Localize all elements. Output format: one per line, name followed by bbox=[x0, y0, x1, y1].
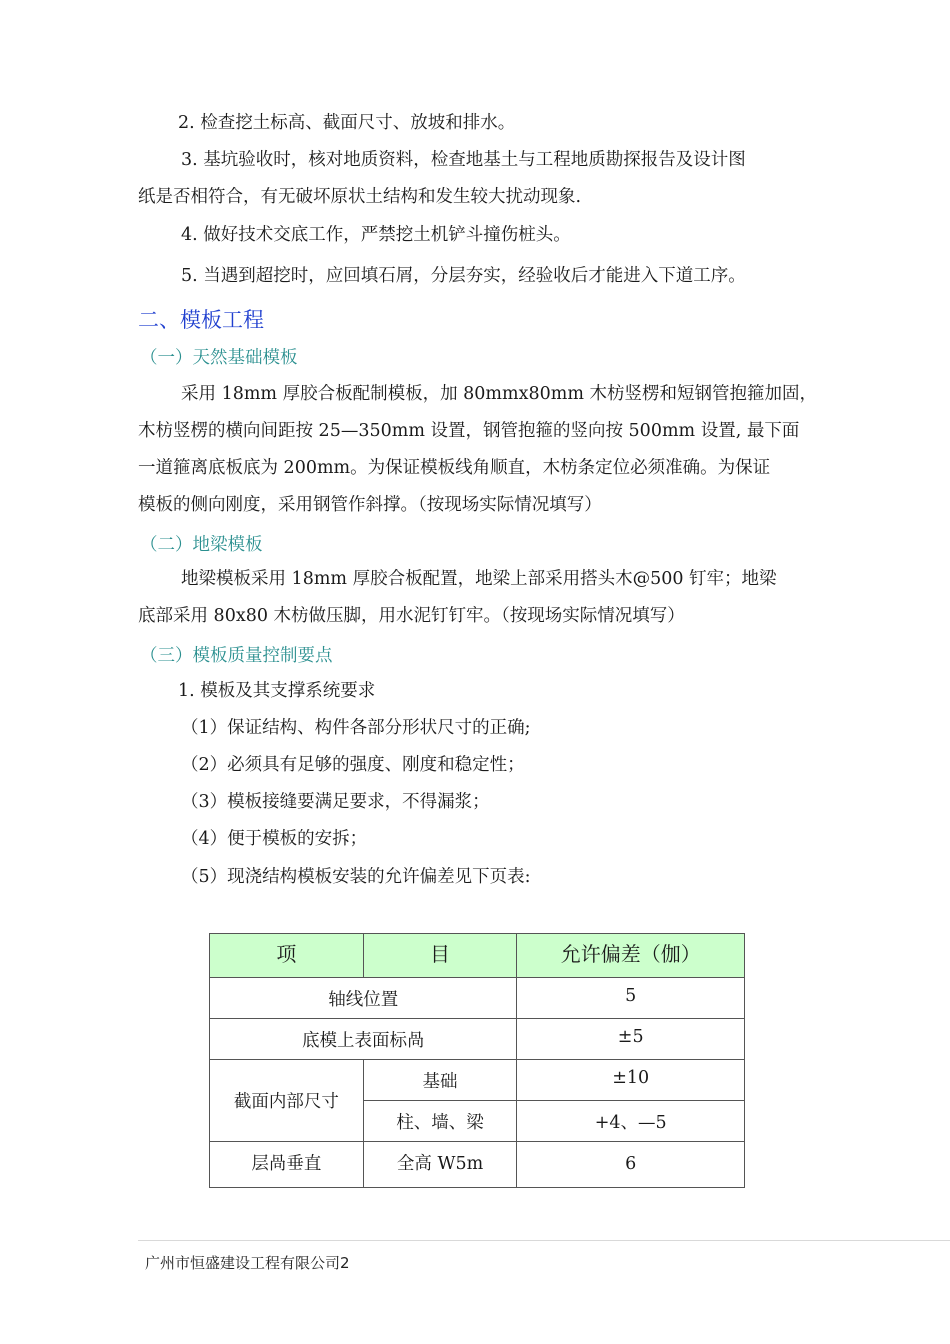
subsection-3-line: （2）必须具有足够的强度、刚度和稳定性； bbox=[181, 755, 525, 775]
table-cell: 底模上表面标咼 bbox=[210, 1019, 517, 1060]
table-header-cell: 允许偏差（伽） bbox=[517, 934, 745, 978]
table-header-cell: 目 bbox=[363, 934, 517, 978]
subsection-2-line: 底部采用 80x80 木枋做压脚，用水泥钉钉牢。（按现场实际情况填写） bbox=[138, 606, 685, 626]
tolerance-table bbox=[209, 933, 745, 1188]
table-cell: ±10 bbox=[517, 1060, 745, 1101]
subsection-2-line: 地梁模板采用 18mm 厚胶合板配置，地梁上部采用搭头木@500 钉牢；地梁 bbox=[181, 569, 777, 589]
table-cell: 截面内部尺寸 bbox=[210, 1060, 364, 1142]
page-footer: 广州市恒盛建设工程有限公司2 bbox=[145, 1254, 350, 1272]
table-row bbox=[210, 1142, 745, 1188]
table-cell: +4、—5 bbox=[517, 1101, 745, 1142]
table-cell: 基础 bbox=[363, 1060, 517, 1101]
table-cell: 6 bbox=[517, 1142, 745, 1188]
table-cell: 轴线位置 bbox=[210, 978, 517, 1019]
subsection-2-title: （二）地梁模板 bbox=[140, 535, 263, 555]
subsection-3-line: （1）保证结构、构件各部分形状尺寸的正确; bbox=[181, 718, 531, 738]
table-cell: 柱、墙、梁 bbox=[363, 1101, 517, 1142]
item-5: 5. 当遇到超挖时，应回填石屑，分层夯实，经验收后才能进入下道工序。 bbox=[181, 266, 746, 286]
item-3-line2: 纸是否相符合，有无破坏原状土结构和发生较大扰动现象. bbox=[138, 187, 582, 207]
table-cell: ±5 bbox=[517, 1019, 745, 1060]
subsection-3-line: （3）模板接缝要满足要求，不得漏浆； bbox=[181, 792, 490, 812]
table-header-row bbox=[210, 934, 745, 978]
subsection-1-line: 采用 18mm 厚胶合板配制模板，加 80mmx80mm 木枋竖楞和短钢管抱箍加固， bbox=[181, 384, 817, 404]
table-header-cell: 项 bbox=[210, 934, 364, 978]
item-2: 2. 检查挖土标高、截面尺寸、放坡和排水。 bbox=[178, 113, 516, 133]
section-heading: 二、模板工程 bbox=[138, 308, 264, 332]
table-cell: 5 bbox=[517, 978, 745, 1019]
subsection-1-line: 木枋竖楞的横向间距按 25—350mm 设置，钢管抱箍的竖向按 500mm 设置, 最下面 bbox=[138, 421, 800, 441]
table-row bbox=[210, 978, 745, 1019]
subsection-3-line: （4）便于模板的安拆； bbox=[181, 829, 368, 849]
item-3-line1: 3. 基坑验收时，核对地质资料，检查地基土与工程地质勘探报告及设计图 bbox=[181, 150, 746, 170]
subsection-3-line: 1. 模板及其支撑系统要求 bbox=[178, 681, 376, 701]
table-row bbox=[210, 1019, 745, 1060]
table-cell: 全高 W5m bbox=[363, 1142, 517, 1188]
subsection-1-line: 一道箍离底板底为 200mm。为保证模板线角顺直，木枋条定位必须准确。为保证 bbox=[138, 458, 771, 478]
footer-divider bbox=[138, 1240, 950, 1241]
table-cell: 层咼垂直 bbox=[210, 1142, 364, 1188]
item-4: 4. 做好技术交底工作，严禁挖土机铲斗撞伤桩头。 bbox=[181, 225, 571, 245]
subsection-1-line: 模板的侧向刚度，采用钢管作斜撑。（按现场实际情况填写） bbox=[138, 495, 602, 515]
subsection-3-line: （5）现浇结构模板安装的允许偏差见下页表: bbox=[181, 867, 531, 887]
subsection-3-title: （三）模板质量控制要点 bbox=[140, 646, 333, 666]
table-row bbox=[210, 1060, 745, 1101]
subsection-1-title: （一）天然基础模板 bbox=[140, 348, 298, 368]
